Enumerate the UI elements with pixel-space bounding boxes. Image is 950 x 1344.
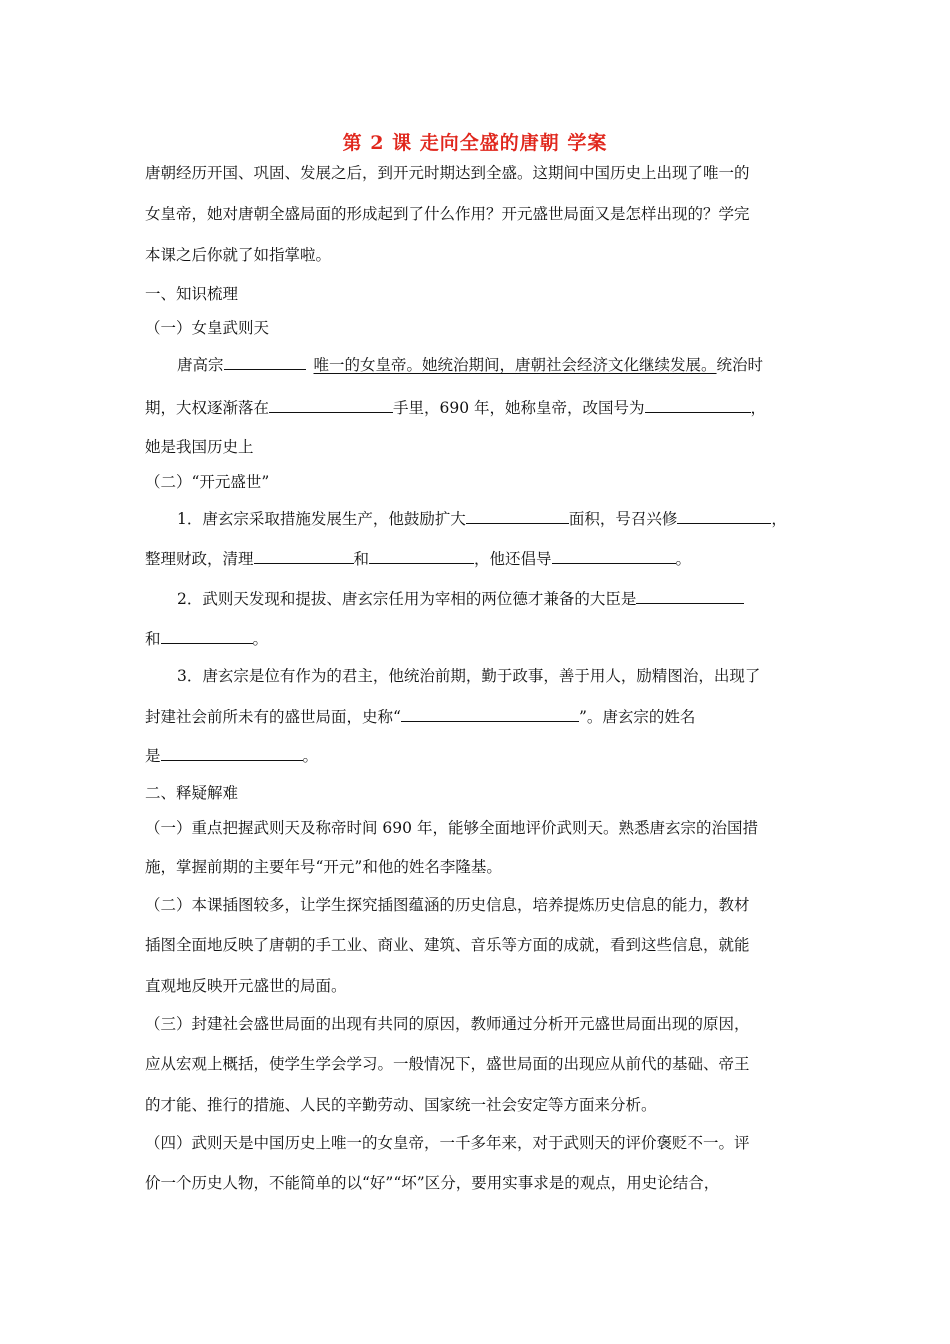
question-3-line-2 [145,706,695,727]
explain-3-line-2: 应从宏观上概括，使学生学会学习。一般情况下，盛世局面的出现应从前代的基础、帝王 [145,1055,750,1073]
intro-line-2: 女皇帝，她对唐朝全盛局面的形成起到了什么作用？开元盛世局面又是怎样出现的？学完 [145,205,750,223]
text-segment: ， [771,510,787,528]
text-segment: ， [750,399,767,417]
question-3-line-1: 3．唐玄宗是位有作为的君主，他统治前期，勤于政事，善于用人，励精图治，出现了 [177,667,761,685]
text-segment: 和 [145,630,161,648]
explain-3-line-3: 的才能、推行的措施、人民的辛勤劳动、国家统一社会安定等方面来分析。 [145,1096,657,1114]
section-heading-knowledge: 一、知识梳理 [145,285,239,303]
text-segment: 整理财政，清理 [145,550,254,568]
text-segment: 封建社会前所未有的盛世局面，史称“ [145,708,401,726]
text-segment: ，他还倡导 [474,550,552,568]
answer-blank-9[interactable] [636,588,744,604]
question-1-line-1 [177,508,787,529]
fill-line-2 [145,397,766,418]
question-3-line-3 [145,745,318,766]
text-segment: ”。唐玄宗的姓名 [578,708,696,726]
answer-blank-3[interactable] [645,397,751,413]
text-segment: 是 [145,747,161,765]
answer-blank-6[interactable] [254,548,354,564]
explain-2-line-3: 直观地反映开元盛世的局面。 [145,977,347,995]
text-segment: 手里，690 年，她称皇帝，改国号为 [393,399,645,417]
explain-3-line-1: （三）封建社会盛世局面的出现有共同的原因，教师通过分析开元盛世局面出现的原因， [145,1015,750,1033]
fill-line-1 [177,354,763,375]
answer-blank-7[interactable] [369,548,474,564]
question-1-line-2 [145,548,691,569]
intro-line-1: 唐朝经历开国、巩固、发展之后，到开元时期达到全盛。这期间中国历史上出现了唯一的 [145,164,750,182]
page-title: 第 2 课 走向全盛的唐朝 学案 [342,132,608,154]
explain-2-line-2: 插图全面地反映了唐朝的手工业、商业、建筑、音乐等方面的成就，看到这些信息，就能 [145,936,750,954]
text-segment: 2．武则天发现和提拔、唐玄宗任用为宰相的两位德才兼备的大臣是 [177,590,637,608]
text-segment: 面积，号召兴修 [568,510,678,528]
question-2-line-2 [145,628,268,649]
answer-blank-8[interactable] [552,548,676,564]
explain-2-line-1: （二）本课插图较多，让学生探究插图蕴涵的历史信息，培养提炼历史信息的能力，教材 [145,896,750,914]
subsection-heading-kaiyuan: （二）“开元盛世” [145,473,270,491]
fill-line-3: 她是我国历史上 [145,438,254,456]
question-2-line-1 [177,588,744,609]
answer-blank-1[interactable] [224,354,306,370]
explain-1-line-2: 施，掌握前期的主要年号“开元”和他的姓名李隆基。 [145,858,502,876]
answer-blank-2[interactable] [269,397,393,413]
answer-blank-4[interactable] [466,508,569,524]
answer-blank-11[interactable] [401,706,579,722]
answer-blank-5[interactable] [677,508,771,524]
text-segment: 。 [252,630,269,648]
text-segment: 。 [302,747,319,765]
explain-4-line-1: （四）武则天是中国历史上唯一的女皇帝，一千多年来，对于武则天的评价褒贬不一。评 [145,1134,750,1152]
answer-blank-12[interactable] [161,745,303,761]
section-heading-explain: 二、释疑解难 [145,784,239,802]
text-segment: 唯一的女皇帝。她统治期间，唐朝社会经济文化继续发展。 [313,356,717,374]
text-segment: 统治时 [716,356,764,374]
text-segment: 期，大权逐渐落在 [145,399,270,417]
explain-4-line-2: 价一个历史人物，不能简单的以“好”“坏”区分，要用实事求是的观点，用史论结合， [145,1174,720,1192]
text-segment: 唐高宗 [177,356,224,374]
text-segment: 1．唐玄宗采取措施发展生产，他鼓励扩大 [177,510,466,528]
text-segment: 。 [675,550,692,568]
intro-line-3: 本课之后你就了如指掌啦。 [145,246,332,264]
text-segment: 和 [353,550,370,568]
explain-1-line-1: （一）重点把握武则天及称帝时间 690 年，能够全面地评价武则天。熟悉唐玄宗的治国措 [145,819,758,837]
subsection-heading-wuzetian: （一）女皇武则天 [145,319,270,337]
answer-blank-10[interactable] [161,628,253,644]
